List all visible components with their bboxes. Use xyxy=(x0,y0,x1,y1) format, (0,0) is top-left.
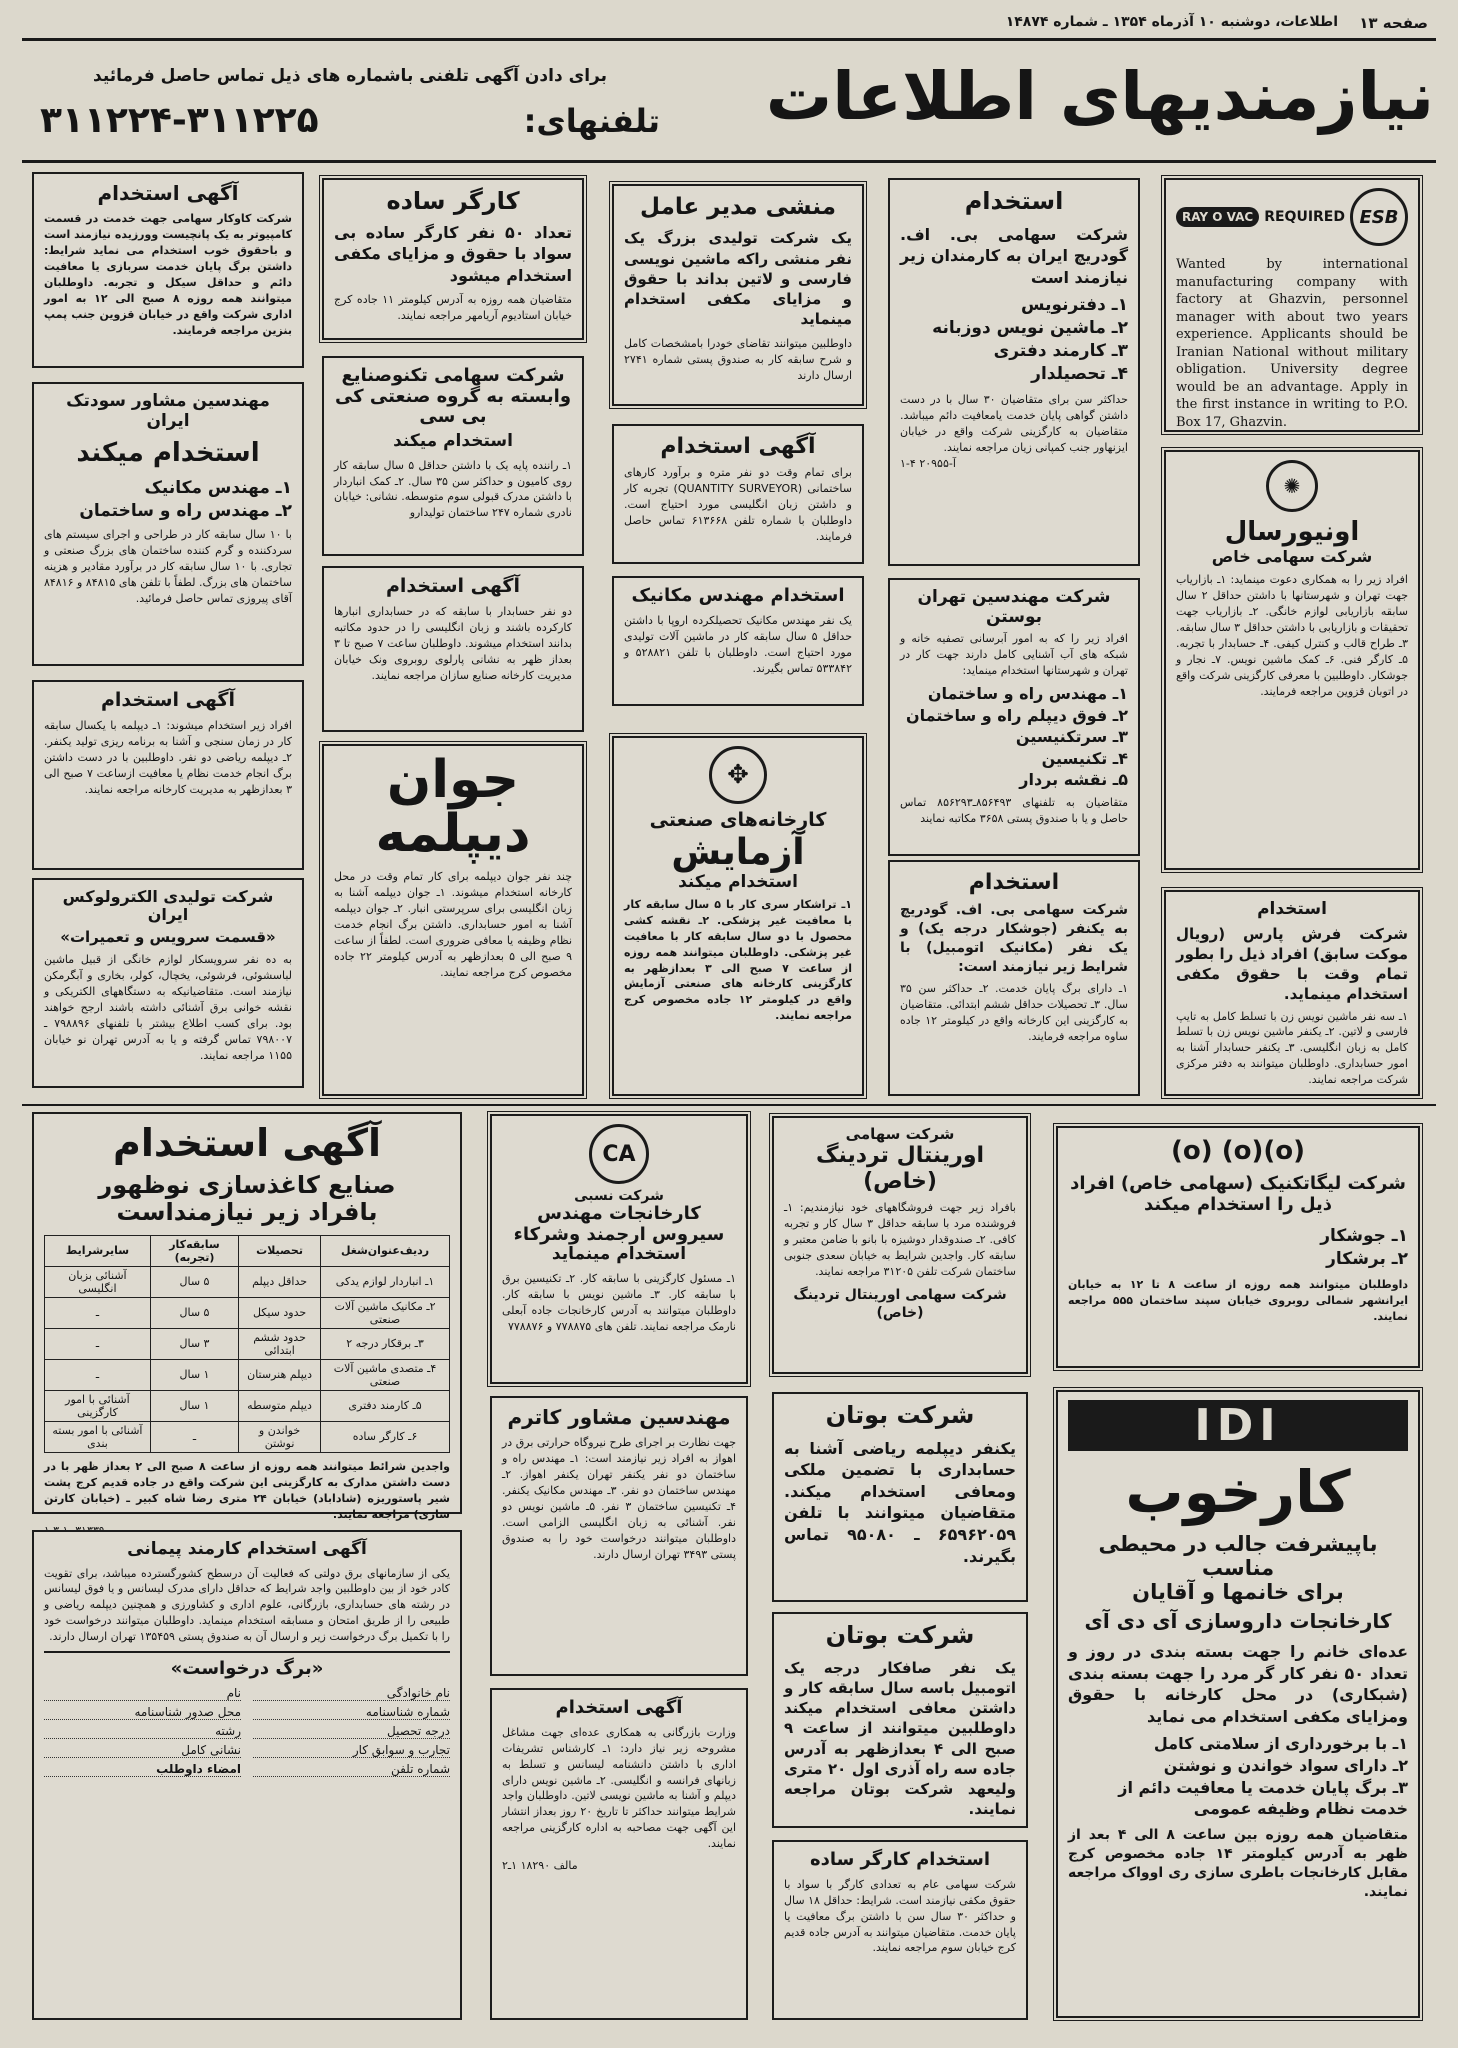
section-title: نیازمندیهای اطلاعات xyxy=(765,58,1434,135)
ad-onioversal xyxy=(1164,450,1420,870)
ad-item: ۲ـ برشکار xyxy=(1326,1249,1408,1270)
table-cell: ـ xyxy=(45,1328,151,1359)
ad-title: استخدام xyxy=(964,187,1064,215)
ad-body: افراد زیر را به همکاری دعوت مینماید: ۱ـ بازاریاب جهت تهران و شهرستانها با داشتن حداقل ۲ سال سابقه بازاریابی لوازم خانگی. ۲ـ بازاریاب جهت تحقیقات و بازاریابی با داشتن حداقل ۳ سال سابقه. ۳ـ طراح قالب و کنترل کیفی. ۴ـ حسابدار با تجربه. ۵ـ کارگر فنی. ۶ـ کمک ماشین نویس. ۷ـ نجار و جوشکار. داوطلبین با معرفی کارگزینی شرکت واقع در اتوبان قزوین مراجعه فرمایند. xyxy=(1176,573,1409,698)
table-cell: خواندن و نوشتن xyxy=(239,1421,321,1452)
table-cell: آشنائی با امور کارگزینی xyxy=(45,1390,151,1421)
form-field[interactable]: رشته xyxy=(44,1724,241,1739)
ad-title-2: دیپلمه xyxy=(375,804,531,864)
ad-item: ۱ـ با برخورداری از سلامتی کامل xyxy=(1153,1734,1408,1754)
ad-title: کارگر ساده xyxy=(386,187,520,215)
phone-numbers: ۳۱۱۲۲۴-۳۱۱۲۲۵ xyxy=(40,100,319,141)
table-row xyxy=(45,1359,450,1390)
form-field[interactable]: درجه تحصیل xyxy=(253,1724,450,1739)
idi-logo: IDI xyxy=(1068,1400,1408,1451)
ad-body: ۱ـ مسئول کارگزینی با سابقه کار. ۲ـ تکنیسین برق با سابقه کار. ۳ـ ماشین نویس با سابقه کار. داوطلبان میتوانند به آدرس کارخانجات جاده آبعلی نارمک مراجعه نمایند. تلفن های ۷۷۸۸۷۵ و ۷۷۸۸۷۶ xyxy=(502,1272,737,1333)
ad-code: آ-۲۰۹۵۵ ۴-۱ xyxy=(900,456,956,470)
ad-body: افراد زیر را که به امور آبرسانی تصفیه خانه و شبکه های آب آشنایی کامل دارند جهت کار در تهران و شهرستانها استخدام مینماید: xyxy=(900,632,1128,677)
table-cell: ۱ـ انباردار لوازم یدکی xyxy=(321,1266,450,1297)
ad-body: یک نفر مهندس مکانیک تحصیلکرده اروپا با داشتن حداقل ۵ سال سابقه کار در ماشین آلات تولیدی مورد احتیاج است. داوطلبان با تلفن ۵۲۸۸۲۱ و ۵۳۳۸۴۲ تماس بگیرند. xyxy=(624,613,853,675)
rayovac-logo: RAY O VAC xyxy=(1176,207,1259,227)
ad-title: استخدام کارگر ساده xyxy=(809,1849,991,1870)
ad-item: ۵ـ نقشه بردار xyxy=(1019,770,1128,790)
ad-agahi-quantity xyxy=(612,424,864,564)
ad-body: متقاضیان همه روزه به آدرس کیلومتر ۱۱ جاده کرج خیابان استادیوم آریامهر مراجعه نمایند. xyxy=(334,293,572,323)
ad-footer: واجدین شرائط میتوانند همه روزه از ساعت ۸ صبح الی ۲ بعداز ظهر با در دست داشتن مدارک به کارگزینی این شرکت واقع در جاده قدیم کرج پشت شیر پاستوریزه (شاداباد) خیابان ۲۴ متری رضا شاه کبیر ـ (خیابان کارتن سازی) مراجعه نمایند. xyxy=(44,1459,450,1521)
table-header: سایرشرایط xyxy=(45,1235,151,1266)
ad-title: استخدام xyxy=(968,870,1060,895)
table-cell: ۲ـ مکانیک ماشین آلات صنعتی xyxy=(321,1297,450,1328)
ad-gudrich-2 xyxy=(888,860,1140,1096)
table-cell: ـ xyxy=(45,1297,151,1328)
esb-logo: ESB xyxy=(1350,188,1408,246)
table-cell: ۵ سال xyxy=(150,1297,238,1328)
ad-body: بافراد زیر جهت فروشگاههای خود نیازمندیم: ۱ـ فروشنده مرد با سابقه حداقل ۳ سال کار و تجربه کافی. ۲ـ صندوقدار دوشیزه با بانو با ضامن معتبر و سابقه کار. واجدین شرایط به خیابان سعدی جنوبی ساختمان شرکت تلفن ۳۱۲۰۵ مراجعه نمایند. xyxy=(784,1200,1017,1278)
ad-title: کارخانه‌های صنعتی xyxy=(649,809,827,831)
azmayesh-logo: ✥ xyxy=(709,746,767,804)
ad-subtitle: شرکت سهامی خاص xyxy=(1211,546,1373,566)
ad-nasibi xyxy=(490,1114,748,1384)
ad-title: اورینتال تردینگ (خاص) xyxy=(815,1143,985,1194)
table-cell: ۵ سال xyxy=(150,1266,238,1297)
ad-body: یکی از سازمانهای برق دولتی که فعالیت آن درسطح کشورگسترده میباشد، برای تقویت کادر خود از بین داوطلبین واجد شرایط که حداقل دارای مدرک لیسانس و یا فوق لیسانس در رشته های حسابداری، بازرگانی، علوم اداری و کشاورزی و همچنین دیپلمه ریاضی و طبیعی را از طریق امتحان و مسابقه استخدام مینماید. داوطلبان میتوانند درخواست خود را با تکمیل برگ درخواست زیر و ارسال آن به صندوق پستی ۱۳۵۴۵۹ تهران ارسال دارند. xyxy=(44,1566,450,1644)
ad-lead: عده‌ای خانم را جهت بسته بندی در روز و تعداد ۵۰ نفر کار گر مرد را جهت بسته بندی (شبکاری) در محل کارخانه با حقوق ومزایای مکفی استخدام می نماید xyxy=(1068,1642,1408,1726)
ad-kargar-sadeh-2 xyxy=(772,1840,1028,2020)
ad-kaghazsazi xyxy=(32,1112,462,1521)
ad-body: داوطلبان میتوانند همه روزه از ساعت ۸ تا ۱۲ به خیابان ایرانشهر شمالی روبروی خیابان سپند ساختمان ۵۵۵ مراجعه نمایند. xyxy=(1068,1278,1408,1324)
ad-agahi-anbardar xyxy=(32,680,304,870)
ad-idi xyxy=(1056,1390,1420,2018)
ad-body: جهت نظارت بر اجرای طرح نیروگاه حرارتی برق در اهواز به افراد زیر نیازمند است: ۱ـ مهندس راه و ساختمان دو نفر یکنفر تهران یکنفر اهواز. ۲ـ مهندس ساختمان دو نفر. ۳ـ مهندس مکانیک یکنفر. ۴ـ تکنیسین ساختمان ۳ نفر. ۵ـ ماشین نویس دو نفر. آشنائی به زبان انگلیسی الزامی است. داوطلبان میتوانند درخواست خود را به صندوق پستی ۳۴۹۳ تهران ارسال دارند. xyxy=(502,1436,736,1561)
ad-footer: شرکت سهامی اورینتال تردینگ (خاص) xyxy=(793,1286,1007,1322)
ad-body: ۱ـ دارای برگ پایان خدمت. ۲ـ حداکثر سن ۳۵ سال. ۳ـ تحصیلات حداقل ششم ابتدائی. متقاضیان به کارگزینی این کارخانه واقع در کیلومتر ۱۲ جاده ساوه مراجعه فرمایند. xyxy=(900,981,1129,1043)
ad-item: ۱ـ دفترنویس xyxy=(1021,295,1128,316)
table-cell: ۵ـ کارمند دفتری xyxy=(321,1390,450,1421)
ad-title: استخدام مهندس مکانیک xyxy=(631,585,845,606)
ad-javan-diploma xyxy=(322,744,584,1096)
ad-title: کارخانجات مهندس سیروس ارجمند وشرکاء xyxy=(513,1203,725,1245)
ad-item: ۱ـ جوشکار xyxy=(1320,1226,1408,1247)
ad-sodtak xyxy=(32,382,304,666)
ad-item: ۱ـ مهندس مکانیک xyxy=(144,477,292,498)
ad-title: آگهی استخدام کارمند پیمانی xyxy=(127,1539,367,1559)
ad-title: اونیورسال xyxy=(1224,517,1360,547)
ad-lead: یک نفر صافکار درجه یک اتومبیل باسه سال سابقه کار و داشتن معافی استخدام میکند داوطلبین میتوانند از ساعت ۹ صبح الی ۴ بعدازظهر به آدرس جاده سه راه آذری اول ۲۰ متری ولیعهد شرکت بوتان مراجعه نمایند. xyxy=(784,1658,1016,1819)
ad-lead: یک شرکت تولیدی بزرگ یک نفر منشی راکه ماشین نویسی فارسی و لاتین بداند با حقوق و مزایای مکفی استخدام مینماید xyxy=(624,229,852,329)
ad-ligatechnic xyxy=(1056,1126,1420,1368)
ad-kargar-sadeh xyxy=(322,178,584,340)
table-cell: ـ xyxy=(150,1421,238,1452)
table-row xyxy=(45,1421,450,1452)
ad-title-small: شرکت سهامی xyxy=(845,1125,955,1143)
table-header: تحصیلات xyxy=(239,1235,321,1266)
ad-electrolux xyxy=(32,878,304,1088)
ad-farsh-pars xyxy=(1164,890,1420,1096)
table-row xyxy=(45,1297,450,1328)
table-cell: ـ xyxy=(45,1359,151,1390)
nasibi-logo: CA xyxy=(589,1124,649,1184)
ad-title: استخدام xyxy=(1257,899,1327,919)
ad-body: شرکت کاوکار سهامی جهت خدمت در قسمت کامپیوتر به یک پانچیست وورزیده نیازمند است و باحقوق خوب استخدام می نماید شرایط: داشتن برگ پایان خدمت سربازی یا معافیت دائم و حداقل سیکل و تجربه. داوطلبان میتوانند همه روزه ۸ صبح الی ۱۲ به امور اداری شرکت واقع در خیابان قزوین جنب پمپ بنزین مراجعه فرمایند. xyxy=(44,212,292,337)
ad-item: ۴ـ تکنیسین xyxy=(1041,748,1128,768)
ad-title: شرکت مهندسین تهران بوستن xyxy=(917,587,1111,627)
ad-title: آگهی استخدام xyxy=(555,1697,683,1718)
ad-title: منشی مدیر عامل xyxy=(640,194,836,220)
ad-title: مهندسین مشاور سودتک ایران xyxy=(66,391,270,431)
table-cell: حداقل دیپلم xyxy=(239,1266,321,1297)
phone-label: تلفنهای: xyxy=(523,101,660,140)
table-cell: حدود ششم ابتدائی xyxy=(239,1328,321,1359)
ad-subtitle: «قسمت سرویس و تعمیرات» xyxy=(60,927,276,946)
ad-footer: متقاضیان همه روزه بین ساعت ۸ الی ۴ بعد از ظهر به آدرس کیلومتر ۱۴ جاده مخصوص کرج مقابل کارخانجات باطری سازی ری اوواک مراجعه نمایند. xyxy=(1068,1826,1409,1900)
ad-estekhdam-gudrich xyxy=(888,178,1140,566)
table-cell: ۳ـ برقکار درجه ۲ xyxy=(321,1328,450,1359)
ad-title: کارخوب xyxy=(1125,1458,1351,1526)
form-field[interactable]: نشانی کامل xyxy=(44,1743,241,1758)
ad-agahi-estekhdam-kaveh xyxy=(32,172,304,368)
required-label: REQUIRED xyxy=(1264,209,1345,225)
folio: صفحه ۱۳ xyxy=(1359,14,1428,32)
form-field[interactable]: شماره تلفن xyxy=(253,1762,450,1777)
ad-body: به ده نفر سرویسکار لوازم خانگی از قبیل ماشین لباسشوئی، فرشوئی، یخچال، کولر، بخاری و آبگرمکن نیازمند است. متقاضیانیکه به دستگاههای الکتریکی و نقشه خوانی برق آشنائی داشته باشند ارجح خواهند بود. برای کسب اطلاع بیشتر با تلفنهای ۷۹۸۸۹۶ ـ ۷۹۸۰۰۷ تماس گرفته و یا به آدرس تهران نو خیابان ۱۱۵۵ مراجعه نمایند. xyxy=(44,953,292,1062)
table-header: سابقه‌کار (تجربه) xyxy=(150,1235,238,1266)
ad-title-main: آزمایش xyxy=(671,831,805,873)
ad-code: مالف ۱۸۲۹۰ ۱ـ۲ xyxy=(502,1859,578,1873)
ad-body: ۱ـ تراشکار سری کار با ۵ سال سابقه کار با معافیت غیر پزشکی. ۲ـ نقشه کشی محصول با دو سال سابقه کار با معافیت غیر پزشکی. داوطلبان میتوانند همه روزه از ساعت ۷ صبح الی ۳ بعدازظهر به کارگزینی کارخانه های صنعتی آزمایش واقع در کیلومتر ۱۲ جاده مخصوص کرج مراجعه نمایند. xyxy=(624,897,852,1023)
form-field[interactable]: نام xyxy=(44,1686,241,1701)
ad-subtitle: صنایع کاغذسازی نوظهور xyxy=(98,1170,396,1199)
ad-body: ۱ـ راننده پایه یک با داشتن حداقل ۵ سال سابقه کار روی کامیون و حداکثر سن ۳۵ سال. ۲ـ کمک انباردار با داشتن مدرک قبولی سوم متوسطه. نشانی: خیابان نادری شماره ۲۴۷ ساختمان تولیدارو xyxy=(334,458,572,520)
esb-body: Wanted by international manufacturing company with factory at Ghazvin, personnel manager with about two years experience. Applicants should be Iranian National without military obligation. University degree would be an advantage. Apply in the first instance in writing to P.O. Box 17, Ghazvin. xyxy=(1176,257,1408,430)
ad-item: ۲ـ ماشین نویس دوزبانه xyxy=(932,318,1128,339)
ad-body: با ۱۰ سال سابقه کار در طراحی و اجرای سیستم های سردکننده و گرم کننده ساختمان های بزرگ صنعتی و تجاری. با ۱۰ سال سابقه کار در برآورد مقادیر و هزینه ساختمان های بزرگ. لطفاً با تلفن های ۸۴۸۱۵ و ۸۴۸۱۶ آقای پیروزی تماس حاصل فرمائید. xyxy=(43,527,292,605)
ad-subtitle-b: برای خانمها و آقایان xyxy=(1132,1579,1344,1604)
table-row xyxy=(45,1328,450,1359)
table-cell: دیپلم متوسطه xyxy=(239,1390,321,1421)
table-cell: ۱ سال xyxy=(150,1390,238,1421)
ad-body: ۱ـ سه نفر ماشین نویس زن با تسلط کامل به تایپ فارسی و لاتین. ۲ـ یکنفر ماشین نویس زن با تسلط کامل به زبان انگلیسی. ۳ـ یکنفر حسابدار آشنا به امور حسابداری. داوطلبان میتوانند به دفتر مرکزی شرکت مراجعه نمایند. xyxy=(1176,1009,1408,1087)
table-cell: حدود سیکل xyxy=(239,1297,321,1328)
table-cell: ۶ـ کارگر ساده xyxy=(321,1421,450,1452)
ad-body: داوطلبین میتوانند تقاضای خودرا بامشخصات کامل و شرح سابقه کار به صندوق پستی شماره ۲۷۴۱ ارسال دارند xyxy=(624,336,852,382)
table-header: ردیف‌عنوان‌شغل xyxy=(321,1235,450,1266)
ad-butan-1 xyxy=(772,1392,1028,1602)
ad-butan-2 xyxy=(772,1612,1028,1828)
ad-subtitle: استخدام میکند xyxy=(76,438,260,469)
table-row xyxy=(45,1266,450,1297)
ad-company: کارخانجات داروسازی آی دی آی xyxy=(1084,1609,1392,1634)
ad-subtitle: استخدام مینماید xyxy=(551,1244,687,1265)
ad-agahi-hesabdar xyxy=(322,566,584,732)
application-form xyxy=(44,1651,450,1777)
form-title: «برگ درخواست» xyxy=(170,1658,324,1680)
ad-title: آگهی استخدام xyxy=(97,181,239,205)
ad-subtitle-a: باپیشرفت جالب در محیطی مناسب xyxy=(1098,1531,1378,1580)
phone-box xyxy=(40,100,660,141)
phone-intro: برای دادن آگهی تلفنی باشماره های ذیل تماس حاصل فرمائید xyxy=(93,66,607,86)
ad-lead: یکنفر دیپلمه ریاضی آشنا به حسابداری با تضمین ملکی ومعافی استخدام میکند. متقاضیان میتوانند با تلفن ۶۵۹۶۲۰۵۹ ـ ۹۵۰۸۰ تماس بگیرند. xyxy=(784,1438,1017,1566)
ad-techno xyxy=(322,356,584,556)
ad-company: شرکت نسبی xyxy=(574,1188,664,1204)
jobs-table xyxy=(44,1235,450,1453)
ad-azmayesh xyxy=(612,736,864,1096)
form-field[interactable]: محل صدور شناسنامه xyxy=(44,1705,241,1720)
ad-title: شرکت بوتان xyxy=(825,1621,975,1649)
ad-title: مهندسین مشاور کاترم xyxy=(507,1405,731,1429)
form-field[interactable]: شماره شناسنامه xyxy=(253,1705,450,1720)
row-divider xyxy=(22,1104,1436,1106)
form-field[interactable]: تجارب و سوابق کار xyxy=(253,1743,450,1758)
ad-mohandes-mechanic xyxy=(612,576,864,706)
ad-item: ۲ـ دارای سواد خواندن و نوشتن xyxy=(1163,1756,1408,1776)
form-field[interactable]: نام خانوادگی xyxy=(253,1686,450,1701)
ad-item: ۳ـ کارمند دفتری xyxy=(993,341,1128,362)
ad-body: حداکثر سن برای متقاضیان ۳۰ سال با در دست داشتن گواهی پایان خدمت یامعافیت دائم میباشد. متقاضیان به کارگزینی شرکت واقع در خیابان ایزنهاور جنب کمپانی زیان مراجعه نمایند. xyxy=(900,393,1128,454)
onioversal-logo: ✺ xyxy=(1266,460,1318,512)
ad-esb xyxy=(1164,178,1420,432)
ad-title: آگهی استخدام xyxy=(660,434,816,459)
ligatechnic-logo: (o) (o)(o) xyxy=(1171,1136,1305,1166)
ad-body: چند نفر جوان دیپلمه برای کار تمام وقت در محل کارخانه استخدام میشوند. ۱ـ جوان دیپلمه آشنا به زبان انگلیسی برای سرپرستی انبار. ۲ـ جوان دیپلمه آشنا به امور حسابداری. داشتن برگ انجام خدمت نظام وظیفه یا معافی ضروری است. لطفاً از ساعت ۹ صبح الی ۵ بعدازظهر به آدرس کیلومتر ۲۲ جاده مخصوص کرج مراجعه نمایند. xyxy=(334,870,573,979)
ad-orient xyxy=(772,1116,1028,1374)
ad-item: ۱ـ مهندس راه و ساختمان xyxy=(927,683,1128,703)
table-cell: ۱ سال xyxy=(150,1359,238,1390)
ad-lead: بافراد زیر نیازمنداست xyxy=(116,1198,378,1227)
table-cell: آشنائی بزبان انگلیسی xyxy=(45,1266,151,1297)
ad-lead: شرکت سهامی بی. اف. گودریچ به یکنفر (جوشکار درجه یک) و یک نفر (مکانیک اتومبیل) با شرایط زیر نیازمند است: xyxy=(900,902,1128,975)
table-cell: ۴ـ متصدی ماشین آلات صنعتی xyxy=(321,1359,450,1390)
ad-item: ۲ـ فوق دیپلم راه و ساختمان xyxy=(905,705,1128,725)
table-cell: دیپلم هنرستان xyxy=(239,1359,321,1390)
table-row xyxy=(45,1390,450,1421)
ad-body: شرکت سهامی عام به تعدادی کارگر با سواد با حقوق مکفی نیازمند است. شرایط: حداقل ۱۸ سال و حداکثر ۳۰ سال سن با داشتن برگ معافیت یا پایان خدمت. متقاضیان میتوانند به آدرس جاده قدیم کرج خیابان سوم مراجعه نمایند. xyxy=(784,1877,1016,1955)
table-header-row xyxy=(45,1235,450,1266)
ad-body: افراد زیر استخدام میشوند: ۱ـ دیپلمه با یکسال سابقه کار در زمان سنجی و آشنا به برنامه ریزی تولید یکنفر. ۲ـ دیپلمه ریاضی دو نفر. داوطلبین با در دست داشتن برگ انجام خدمت نظام یا معافیت ازساعت ۷ صبح الی ۳ بعدازظهر به مدیریت کارخانه مراجعه نمایند. xyxy=(44,718,292,796)
table-cell: آشنائی با امور بسته بندی xyxy=(45,1421,151,1452)
ad-item: ۲ـ مهندس راه و ساختمان xyxy=(79,500,292,521)
ad-title: آگهی استخدام xyxy=(385,575,520,597)
ad-peyman xyxy=(32,1530,462,2020)
form-field[interactable]: امضاء داوطلب xyxy=(44,1762,241,1777)
ad-tehran-bustan xyxy=(888,578,1140,856)
ad-title: شرکت سهامی تکنوصنایع وابسته به گروه صنعتی کی بی سی xyxy=(334,365,572,428)
ad-title: شرکت لیگاتکنیک (سهامی خاص) افراد ذیل را استخدام میکند xyxy=(1070,1173,1406,1215)
issue-line: اطلاعات، دوشنبه ۱۰ آذرماه ۱۳۵۴ ـ شماره ۱۴۸۷۴ xyxy=(1005,14,1338,30)
ad-item: ۳ـ سرتکنیسین xyxy=(1015,727,1128,747)
ad-title: شرکت بوتان xyxy=(825,1401,975,1429)
ad-title: شرکت تولیدی الکترولوکس ایران xyxy=(62,887,274,925)
ad-footer: متقاضیان به تلفنهای ۸۵۶۴۹۳ـ۸۵۶۲۹۳ تماس حاصل و یا با صندوق پستی ۳۶۵۸ مکاتبه نمایند xyxy=(900,795,1128,825)
ad-lead: شرکت سهامی بی. اف. گودریچ ایران به کارمندان زیر نیازمند است xyxy=(900,224,1128,287)
ad-body: دو نفر حسابدار با سابقه که در حسابداری انبارها کارکرده باشند و زبان انگلیسی را در حدود مکاتبه بدانند استخدام میشوند. داوطلبان ساعت ۷ صبح تا ۳ بعداز ظهر به نشانی پارلوی روبروی ونک خیابان مدیریت کارخانه صنایع سازان مراجعه نمایند. xyxy=(334,604,573,682)
table-cell: ۳ سال xyxy=(150,1328,238,1359)
ad-agahi-bazargani xyxy=(490,1688,748,2020)
ad-body: وزارت بازرگانی به همکاری عده‌ای جهت مشاغل مشروحه زیر نیاز دارد: ۱ـ کارشناس تشریفات اداری با داشتن دانشنامه لیسانس و تسلط به زبانهای فرانسه و انگلیسی. ۲ـ ماشین نویس دارای دیپلم و آشنا به ماشین نویسی لاتین. داوطلبان واجد شرایط میتوانند حداکثر تا تاریخ ۲۰ روز بعداز انتشار این آگهی جهت مصاحبه به اداره کارگزینی مراجعه نمایند. xyxy=(502,1725,736,1851)
ad-title: آگهی استخدام xyxy=(112,1121,381,1165)
ad-subtitle: استخدام میکند xyxy=(678,872,798,893)
ad-item: ۳ـ برگ پایان خدمت یا معافیت دائم از خدمت نظام وظیفه عمومی xyxy=(1118,1777,1408,1819)
ad-title: آگهی استخدام xyxy=(100,689,235,711)
ad-lead: تعداد ۵۰ نفر کارگر ساده بی سواد با حقوق و مزایای مکفی استخدام میشود xyxy=(334,222,573,285)
ad-katrom xyxy=(490,1396,748,1676)
ad-item: ۴ـ تحصیلدار xyxy=(1031,364,1128,385)
ad-lead: شرکت فرش پارس (رویال موکت سابق) افراد ذیل را بطور تمام وقت با حقوق مکفی استخدام مینماید. xyxy=(1176,924,1408,1004)
ad-body: برای تمام وقت دو نفر متره و برآورد کارهای ساختمانی (QUANTITY SURVEYOR) تجربه کار و داشتن زبان انگلیسی مورد احتیاج است. داوطلبان با شماره تلفن ۶۱۳۶۶۸ تماس حاصل فرمایند. xyxy=(624,466,852,544)
ad-title: جوان xyxy=(386,750,520,810)
ad-subtitle: استخدام میکند xyxy=(393,431,513,452)
ad-monshi xyxy=(612,184,864,406)
